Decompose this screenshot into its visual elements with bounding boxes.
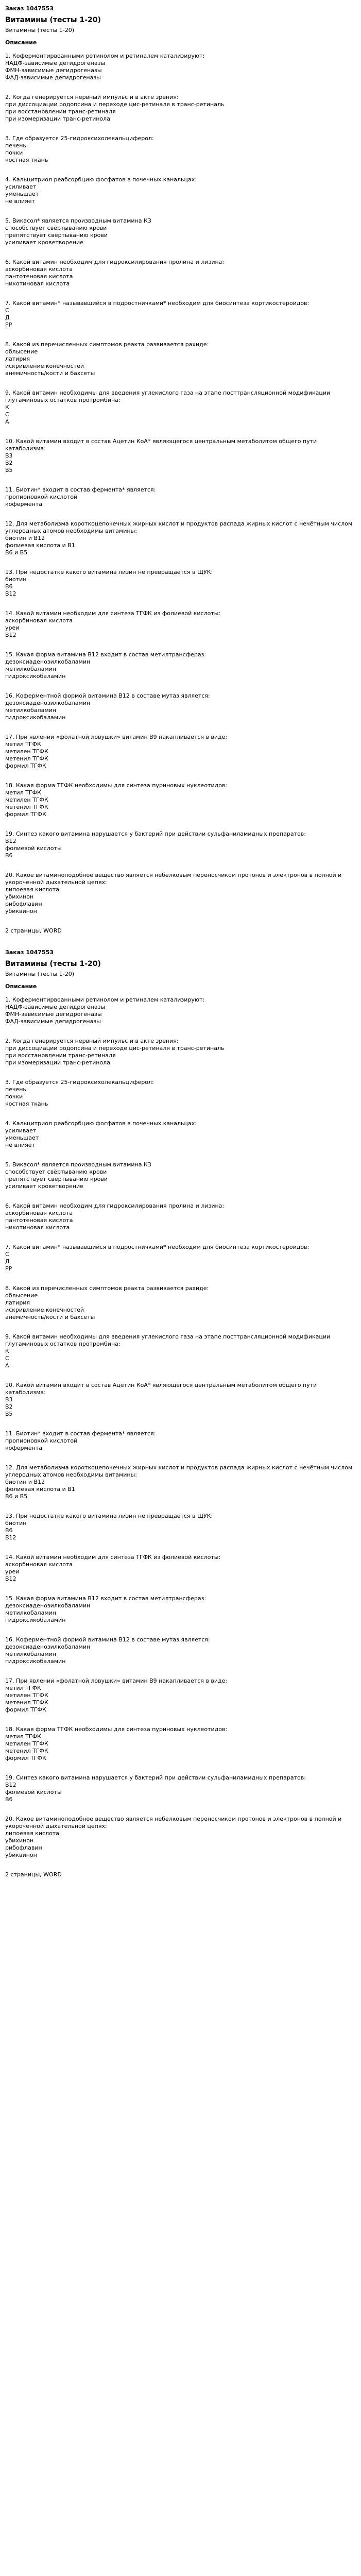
answer-option: уменьшает: [5, 1134, 39, 1141]
question-text: 6. Какой витамин необходим для гидроксилирования пролина и лизина:: [5, 1202, 225, 1209]
answer-option: уменьшает: [5, 191, 39, 197]
question: [5, 1513, 355, 1541]
question-text: 17. При явлении «фолатной ловушки» витамин В9 накапливается в виде:: [5, 734, 228, 740]
answer-option: А: [5, 418, 9, 425]
question: [5, 734, 355, 770]
question-text: 9. Какой витамин необходимы для введения углекислого газа на этапе посттрансляционной модификации глутаминовых остатков протромбина:: [5, 389, 332, 403]
answer-option: искривление конечностей: [5, 363, 84, 369]
question-text: 5. Викасол* является производным витамина К3: [5, 1161, 151, 1168]
question-text: 18. Какая форма ТГФК необходимы для синтеза пуриновых нуклеотидов:: [5, 1726, 228, 1733]
answer-option: формил ТГФК: [5, 1755, 46, 1761]
answer-option: РР: [5, 321, 12, 328]
answer-option: метилкобаламин: [5, 666, 56, 672]
question-text: 14. Какой витамин необходим для синтеза ТГФК из фолиевой кислоты:: [5, 610, 221, 617]
answer-option: В6: [5, 852, 13, 859]
answer-option: гидроксикобаламин: [5, 1658, 66, 1665]
question-text: 3. Где образуется 25-гидроксихолекальциферол:: [5, 1079, 154, 1086]
answer-option: усиливает: [5, 1127, 37, 1134]
question-text: 10. Какой витамин входит в состав Ацетин КоА* являющегося центральным метаболитом общего пути катаболизма:: [5, 1382, 319, 1396]
question: [5, 1079, 355, 1108]
answer-option: никотиновая кислота: [5, 1224, 70, 1231]
question-text: 20. Какое витаминоподобное вещество является небелковым переносчиком протонов и электронов в полной и укороченной дыхательной цепях:: [5, 1816, 343, 1829]
answer-option: убиквинон: [5, 908, 37, 914]
answer-option: В3: [5, 1396, 13, 1403]
question: [5, 176, 355, 205]
answer-option: при восстановлении транс-ретиналя: [5, 1052, 116, 1059]
answer-option: РР: [5, 1265, 12, 1272]
answer-option: В6: [5, 583, 13, 590]
answer-option: ФМН-зависимые дегидрогеназы: [5, 67, 102, 74]
question: [5, 1464, 355, 1500]
question: [5, 300, 355, 329]
question-list: [5, 996, 355, 1859]
answer-option: пропионовкой кислотой: [5, 1437, 78, 1444]
question-text: 8. Какой из перечисленных симптомов реакта развивается рахиде:: [5, 341, 209, 348]
order-block-2: [5, 949, 355, 1878]
answer-option: убихинон: [5, 893, 34, 900]
question-text: 19. Синтез какого витамина нарушается у бактерий при действии сульфаниламидных препаратов:: [5, 831, 306, 837]
answer-option: метилен ТГФК: [5, 1692, 48, 1699]
answer-option: фолиевой кислоты: [5, 1789, 62, 1795]
question: [5, 1382, 355, 1418]
question: [5, 1677, 355, 1714]
answer-option: гидроксикобаламин: [5, 714, 66, 721]
answer-option: печень: [5, 142, 26, 149]
answer-option: печень: [5, 1086, 26, 1093]
question: [5, 610, 355, 639]
answer-option: гидроксикобаламин: [5, 673, 66, 680]
answer-option: облысение: [5, 1292, 38, 1299]
answer-option: пропионовкой кислотой: [5, 494, 78, 500]
answer-option: рибофлавин: [5, 1844, 42, 1851]
answer-option: формил ТГФК: [5, 1706, 46, 1713]
answer-option: К: [5, 1348, 9, 1354]
answer-option: латирия: [5, 355, 30, 362]
answer-option: дезоксиаденозилкобаламин: [5, 700, 91, 706]
answer-option: В2: [5, 460, 13, 466]
question-text: 7. Какой витамин* называвшийся в подростничками* необходим для биосинтеза кортикостероидов:: [5, 1244, 310, 1250]
answer-option: искривление конечностей: [5, 1307, 84, 1313]
answer-option: В6: [5, 1527, 13, 1534]
question-text: 1. Коферментирвоанными ретинолом и ретиналем катализируют:: [5, 53, 205, 59]
question: [5, 520, 355, 556]
question-text: 2. Когда генерируется нервный импульс и в акте зрения:: [5, 1038, 179, 1044]
question-text: 13. При недостатке какого витамина лизин не превращается в ЩУК:: [5, 569, 213, 575]
answer-option: способствует свёртыванию крови: [5, 225, 107, 231]
answer-option: метенил ТГФК: [5, 1748, 48, 1754]
question: [5, 1774, 355, 1803]
question: [5, 1333, 355, 1369]
answer-option: C: [5, 1251, 9, 1258]
question: [5, 1161, 355, 1190]
answer-option: С: [5, 1355, 9, 1362]
answer-option: В6 и В5: [5, 1493, 28, 1500]
answer-option: способствует свёртыванию крови: [5, 1168, 107, 1175]
question: [5, 872, 355, 915]
question: [5, 692, 355, 721]
question-text: 12. Для метаболизма короткоцепочечных жирных кислот и продуктов распада жирных кислот с нечётным числом углеродных атомов необходимы витамины:: [5, 520, 354, 534]
question-text: 14. Какой витамин необходим для синтеза ТГФК из фолиевой кислоты:: [5, 1554, 221, 1561]
answer-option: фолиевой кислоты: [5, 845, 62, 852]
question-list: [5, 53, 355, 915]
answer-option: фолиевая кислота и В1: [5, 1486, 75, 1493]
answer-option: при диссоциации родопсина и переходе цис-ретиналя в транс-ретиналь: [5, 101, 225, 108]
answer-option: формил ТГФК: [5, 811, 46, 818]
answer-option: пантотеновая кислота: [5, 273, 73, 280]
page-count: 2 страницы, WORD: [5, 1871, 62, 1878]
question: [5, 94, 355, 123]
question-text: 15. Какая форма витамина В12 входит в состав метилтрансфераз:: [5, 1595, 207, 1602]
answer-option: не влияет: [5, 198, 35, 205]
answer-option: почки: [5, 1093, 23, 1100]
answer-option: биотин: [5, 576, 27, 583]
question-text: 7. Какой витамин* называвшийся в подростничками* необходим для биосинтеза кортикостероидов:: [5, 300, 310, 307]
answer-option: дезоксиаденозилкобаламин: [5, 1602, 91, 1609]
answer-option: при изомеризации транс-ретинола: [5, 1059, 110, 1066]
answer-option: НАДФ-зависимые дегидрогеназы: [5, 1004, 106, 1010]
question-text: 17. При явлении «фолатной ловушки» витамин В9 накапливается в виде:: [5, 1677, 228, 1684]
question: [5, 782, 355, 818]
answer-option: В6 и В5: [5, 549, 28, 556]
answer-option: анемичность/кости и бахсеты: [5, 370, 95, 377]
answer-option: К: [5, 404, 9, 411]
answer-option: ФАД-зависимые дегидрогеназы: [5, 1018, 101, 1025]
answer-option: метил ТГФК: [5, 1685, 41, 1691]
order-number: Заказ 1047553: [5, 5, 54, 12]
page-count: 2 страницы, WORD: [5, 927, 62, 934]
answer-option: липоевая кислота: [5, 886, 59, 893]
question: [5, 217, 355, 246]
question-text: 4. Кальцитриол реабсорбцию фосфатов в почечных канальцах:: [5, 1120, 197, 1127]
answer-option: облысение: [5, 348, 38, 355]
answer-option: метилен ТГФК: [5, 1740, 48, 1747]
question: [5, 438, 355, 474]
question-text: 19. Синтез какого витамина нарушается у бактерий при действии сульфаниламидных препаратов:: [5, 1774, 306, 1781]
question: [5, 651, 355, 680]
answer-option: усиливает кроветворение: [5, 239, 83, 246]
question: [5, 389, 355, 426]
answer-option: кофермента: [5, 501, 42, 507]
answer-option: C: [5, 307, 9, 314]
question-text: 12. Для метаболизма короткоцепочечных жирных кислот и продуктов распада жирных кислот с нечётным числом углеродных атомов необходимы витамины:: [5, 1464, 354, 1478]
question-text: 16. Коферментной формой витамина В12 в составе мутаз является:: [5, 1636, 210, 1643]
answer-option: препятствует свёртыванию крови: [5, 1176, 108, 1182]
question: [5, 53, 355, 81]
answer-option: ФАД-зависимые дегидрогеназы: [5, 74, 101, 81]
question: [5, 1636, 355, 1665]
answer-option: ФМН-зависимые дегидрогеназы: [5, 1011, 102, 1018]
answer-option: уреи: [5, 1568, 20, 1575]
question: [5, 1595, 355, 1624]
answer-option: биотин и В12: [5, 1479, 45, 1485]
question-text: 9. Какой витамин необходимы для введения углекислого газа на этапе посттрансляционной модификации глутаминовых остатков протромбина:: [5, 1333, 332, 1347]
answer-option: при восстановлении транс-ретиналя: [5, 108, 116, 115]
order-block-1: [5, 5, 355, 935]
answer-option: Д: [5, 314, 10, 321]
answer-option: В12: [5, 1782, 16, 1788]
answer-option: рибофлавин: [5, 901, 42, 907]
document-subtitle: Витамины (тесты 1-20): [5, 971, 75, 977]
answer-option: С: [5, 411, 9, 418]
answer-option: В6: [5, 1796, 13, 1803]
answer-option: при изомеризации транс-ретинола: [5, 115, 110, 122]
question-text: 10. Какой витамин входит в состав Ацетин КоА* являющегося центральным метаболитом общего пути катаболизма:: [5, 438, 319, 452]
question-text: 18. Какая форма ТГФК необходимы для синтеза пуриновых нуклеотидов:: [5, 782, 228, 789]
answer-option: метил ТГФК: [5, 1733, 41, 1740]
answer-option: метенил ТГФК: [5, 804, 48, 810]
answer-option: метенил ТГФК: [5, 1699, 48, 1706]
question: [5, 1285, 355, 1321]
answer-option: препятствует свёртыванию крови: [5, 232, 108, 239]
answer-option: убихинон: [5, 1837, 34, 1844]
answer-option: аскорбиновая кислота: [5, 266, 73, 273]
answer-option: метилкобаламин: [5, 1609, 56, 1616]
answer-option: убиквинон: [5, 1852, 37, 1858]
answer-option: В12: [5, 590, 16, 597]
question: [5, 1202, 355, 1231]
answer-option: биотин: [5, 1520, 27, 1527]
document-subtitle: Витамины (тесты 1-20): [5, 27, 75, 33]
answer-option: метилкобаламин: [5, 707, 56, 714]
answer-option: усиливает: [5, 183, 37, 190]
answer-option: латирия: [5, 1299, 30, 1306]
order-number: Заказ 1047553: [5, 949, 54, 956]
answer-option: не влияет: [5, 1142, 35, 1148]
answer-option: аскорбиновая кислота: [5, 1561, 73, 1568]
answer-option: В2: [5, 1403, 13, 1410]
answer-option: формил ТГФК: [5, 762, 46, 769]
answer-option: А: [5, 1362, 9, 1369]
question-text: 8. Какой из перечисленных симптомов реакта развивается рахиде:: [5, 1285, 209, 1292]
answer-option: метенил ТГФК: [5, 755, 48, 762]
answer-option: метилкобаламин: [5, 1651, 56, 1657]
answer-option: дезоксиаденозилкобаламин: [5, 1643, 91, 1650]
answer-option: дезоксиаденозилкобаламин: [5, 658, 91, 665]
question-text: 11. Биотин* входит в состав фермента* является:: [5, 1430, 156, 1437]
answer-option: костная ткань: [5, 1100, 48, 1107]
answer-option: В3: [5, 452, 13, 459]
question-text: 11. Биотин* входит в состав фермента* является:: [5, 486, 156, 493]
document-title: Витамины (тесты 1-20): [5, 960, 101, 968]
question: [5, 996, 355, 1025]
question-text: 2. Когда генерируется нервный импульс и в акте зрения:: [5, 94, 179, 100]
description-heading: Описание: [5, 39, 37, 46]
question: [5, 259, 355, 287]
answer-option: В12: [5, 1575, 16, 1582]
question: [5, 1430, 355, 1452]
answer-option: В5: [5, 467, 13, 473]
answer-option: метилен ТГФК: [5, 748, 48, 755]
question-text: 3. Где образуется 25-гидроксихолекальциферол:: [5, 135, 154, 142]
answer-option: пантотеновая кислота: [5, 1217, 73, 1224]
answer-option: аскорбиновая кислота: [5, 617, 73, 624]
answer-option: В5: [5, 1411, 13, 1417]
question-text: 1. Коферментирвоанными ретинолом и ретиналем катализируют:: [5, 996, 205, 1003]
answer-option: гидроксикобаламин: [5, 1617, 66, 1623]
answer-option: липоевая кислота: [5, 1830, 59, 1837]
answer-option: фолиевая кислота и В1: [5, 542, 75, 549]
answer-option: анемичность/кости и бахсеты: [5, 1314, 95, 1320]
answer-option: метил ТГФК: [5, 741, 41, 748]
answer-option: В12: [5, 1534, 16, 1541]
question: [5, 341, 355, 377]
question-text: 15. Какая форма витамина В12 входит в состав метилтрансфераз:: [5, 651, 207, 658]
answer-option: метил ТГФК: [5, 789, 41, 796]
question: [5, 1038, 355, 1066]
question-text: 6. Какой витамин необходим для гидроксилирования пролина и лизина:: [5, 259, 225, 265]
question: [5, 1554, 355, 1583]
question-text: 4. Кальцитриол реабсорбцию фосфатов в почечных канальцах:: [5, 176, 197, 183]
question: [5, 486, 355, 508]
question-text: 13. При недостатке какого витамина лизин не превращается в ЩУК:: [5, 1513, 213, 1519]
description-heading: Описание: [5, 983, 37, 990]
document-title: Витамины (тесты 1-20): [5, 16, 101, 24]
answer-option: Д: [5, 1258, 10, 1265]
answer-option: кофермента: [5, 1445, 42, 1451]
answer-option: В12: [5, 838, 16, 844]
answer-option: почки: [5, 149, 23, 156]
question: [5, 1726, 355, 1762]
question: [5, 1244, 355, 1273]
question-text: 5. Викасол* является производным витамина К3: [5, 217, 151, 224]
question: [5, 569, 355, 598]
answer-option: при диссоциации родопсина и переходе цис-ретиналя в транс-ретиналь: [5, 1045, 225, 1052]
question: [5, 135, 355, 164]
question: [5, 831, 355, 859]
answer-option: биотин и В12: [5, 535, 45, 541]
question: [5, 1816, 355, 1859]
question-text: 16. Коферментной формой витамина В12 в составе мутаз является:: [5, 692, 210, 699]
question-text: 20. Какое витаминоподобное вещество является небелковым переносчиком протонов и электронов в полной и укороченной дыхательной цепях:: [5, 872, 343, 886]
question: [5, 1120, 355, 1149]
answer-option: В12: [5, 632, 16, 638]
answer-option: усиливает кроветворение: [5, 1183, 83, 1190]
answer-option: НАДФ-зависимые дегидрогеназы: [5, 60, 106, 66]
answer-option: уреи: [5, 624, 20, 631]
answer-option: метилен ТГФК: [5, 796, 48, 803]
answer-option: аскорбиновая кислота: [5, 1210, 73, 1216]
answer-option: костная ткань: [5, 157, 48, 163]
answer-option: никотиновая кислота: [5, 280, 70, 287]
